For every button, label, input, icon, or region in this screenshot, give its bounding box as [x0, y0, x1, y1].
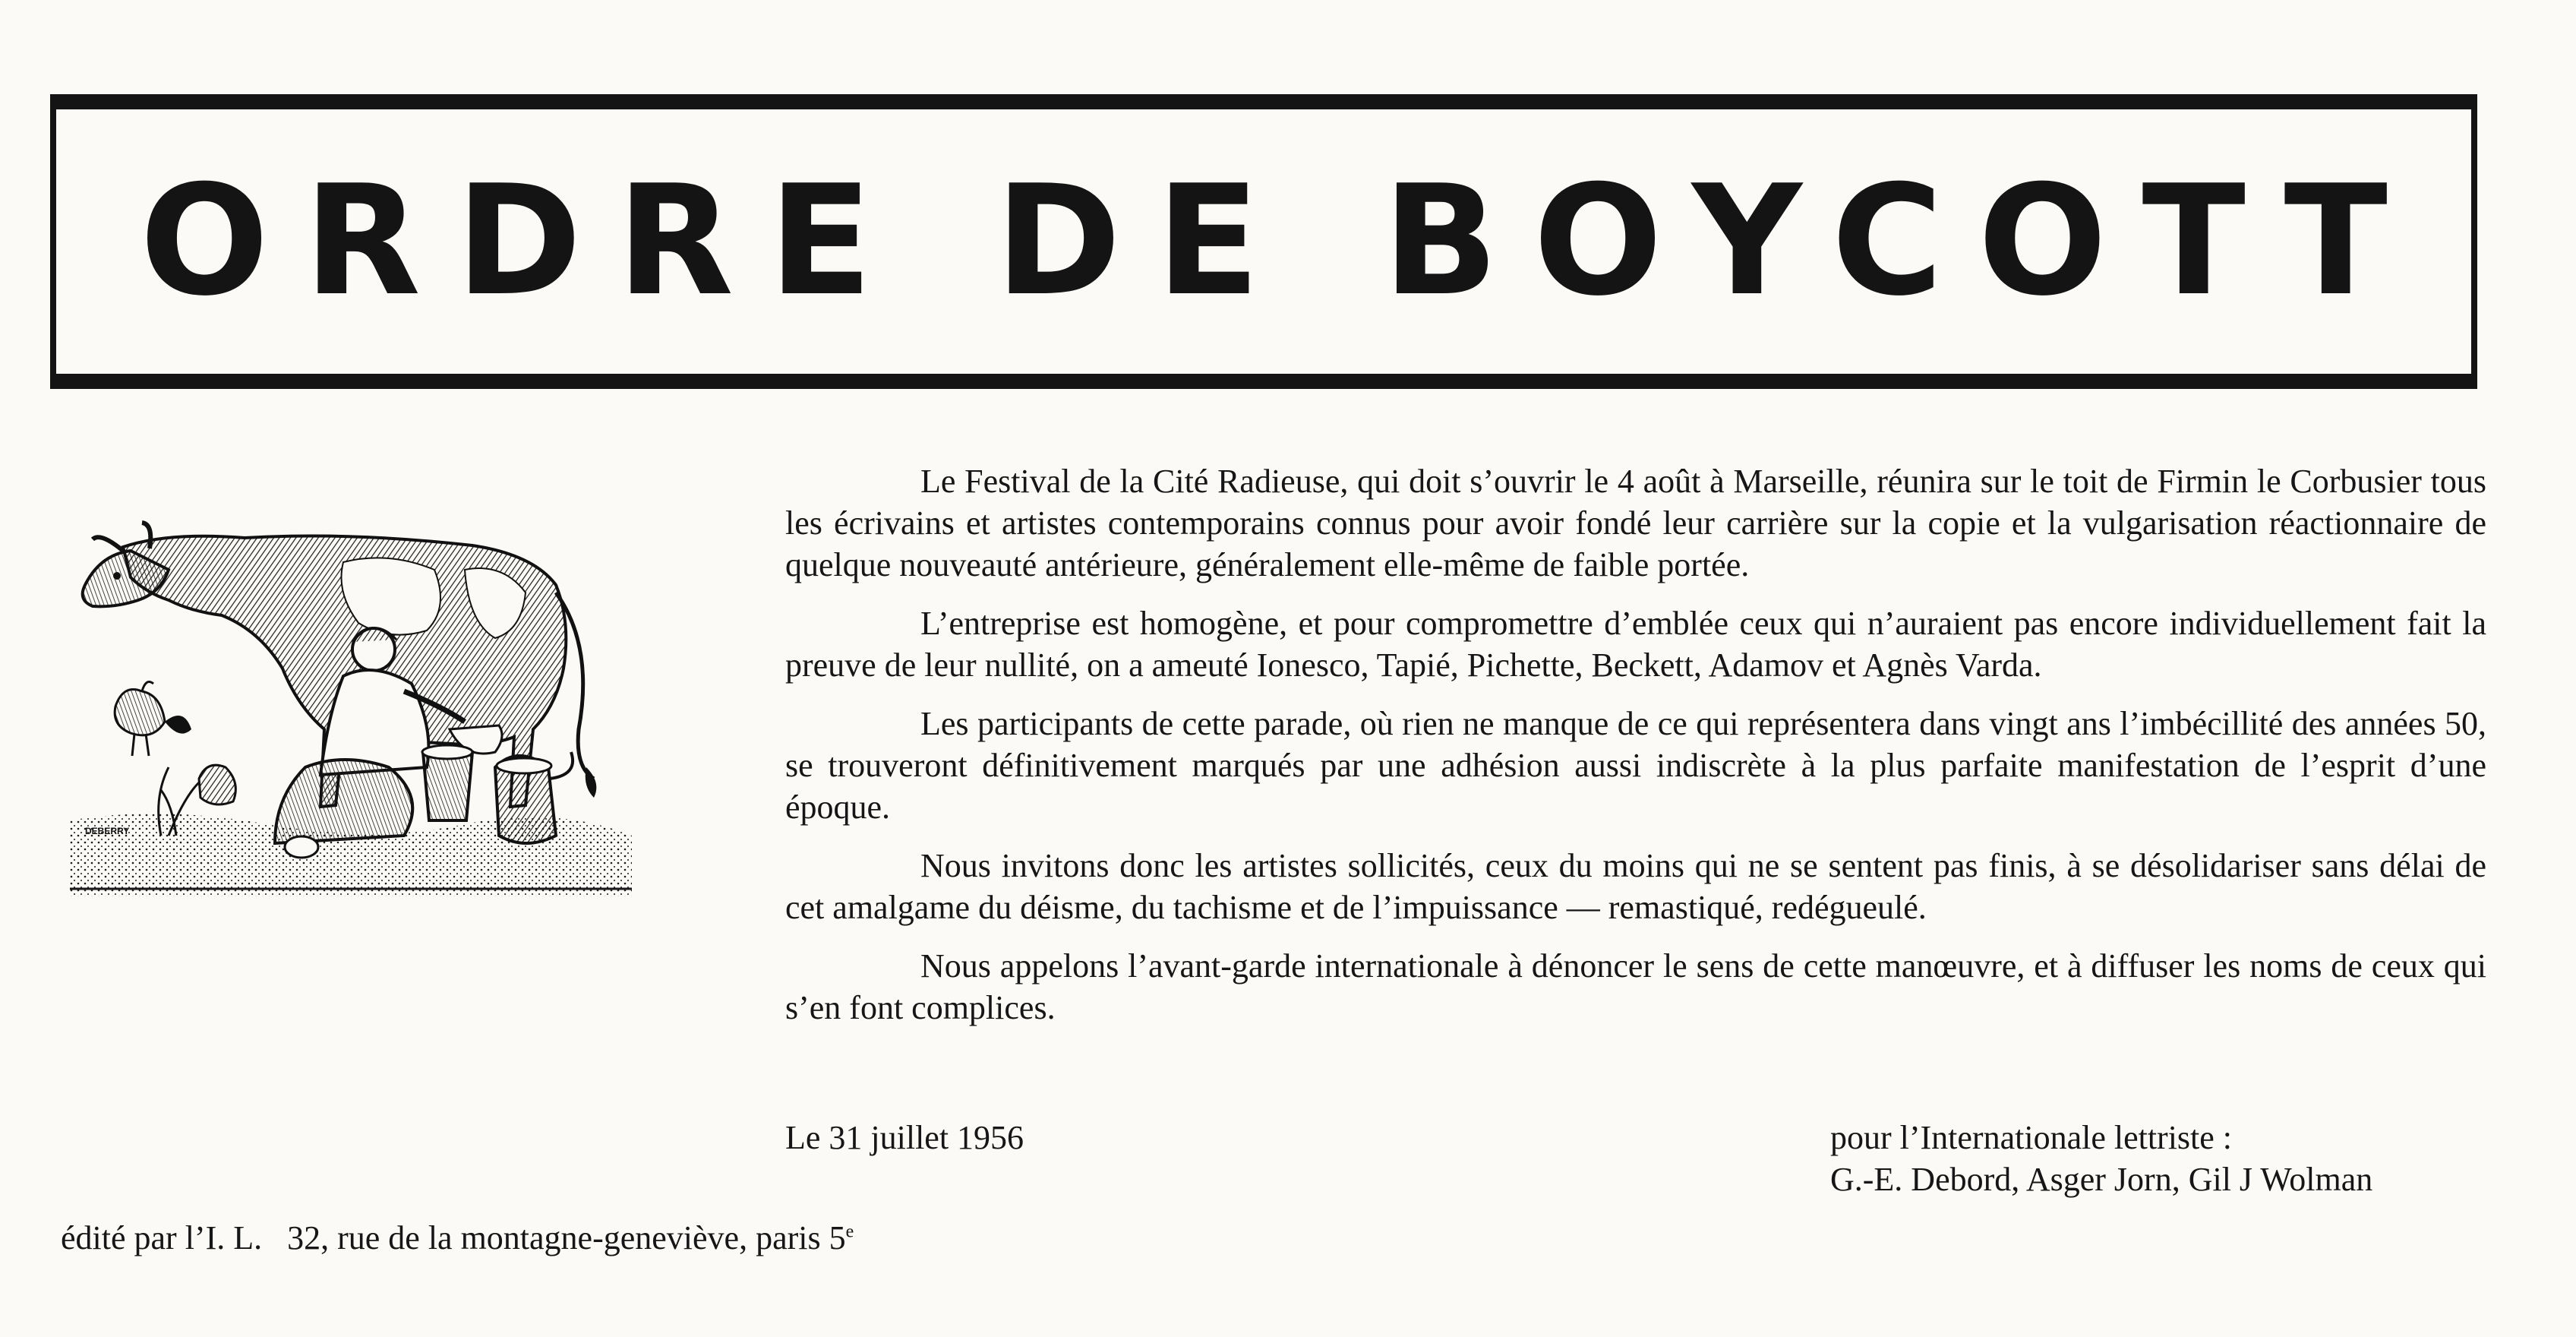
paragraph: Le Festival de la Cité Radieuse, qui doit s’ouvrir le 4 août à Marseille, réunira sur le toit de Firmin le Corbusier tous les écrivains et artistes contemporains connus pour avoir fondé leur carrière sur la copie et la vulgarisation réactionnaire de quelque nouveauté antérieure, généralement elle-même de faible portée. [785, 463, 2486, 583]
rooster [115, 682, 191, 756]
publisher-address [287, 1219, 854, 1256]
illustration-signature: DEBERRY [85, 826, 130, 836]
address-superscript: e [845, 1222, 854, 1241]
publisher-label: édité par l’I. L. [61, 1218, 263, 1256]
publisher-footer [61, 1211, 870, 1259]
page-title: ORDRE DE BOYCOTT [140, 153, 2423, 330]
cow-milking-engraving-image [70, 479, 632, 896]
hen [199, 765, 235, 804]
document-date: Le 31 juillet 1956 [785, 1119, 1024, 1156]
address-main: 32, rue de la montagne-geneviève, paris 5 [287, 1218, 846, 1256]
signature-names: G.-E. Debord, Asger Jorn, Gil J Wolman [1830, 1161, 2373, 1198]
boycott-text [785, 460, 2486, 1045]
paragraph: Nous appelons l’avant-garde internationale à dénoncer le sens de cette manœuvre, et à diffuser les noms de ceux qui s’en font complices. [785, 947, 2486, 1026]
paragraph: Les participants de cette parade, où rien ne manque de ce qui représentera dans vingt ans l’imbécillité des années 50, se trouveront définitivement marqués par une adhésion aussi indiscrète à la plus parfaite manifestation de l’esprit d’une époque. [785, 705, 2486, 826]
paragraph: Nous invitons donc les artistes sollicités, ceux du moins qui ne se sentent pas finis, à se désolidariser sans délai de cet amalgame du déisme, du tachisme et de l’impuissance — remastiqué, redégueulé. [785, 847, 2486, 926]
signature-intro: pour l’Internationale lettriste : [1830, 1119, 2233, 1156]
paragraph: L’entreprise est homogène, et pour compromettre d’emblée ceux qui n’auraient pas encore individuellement fait la preuve de leur nullité, on a ameuté Ionesco, Tapié, Pichette, Beckett, Adamov et Agnès Varda. [785, 605, 2486, 684]
signature-block [1830, 1117, 2491, 1200]
title-box [50, 94, 2477, 389]
